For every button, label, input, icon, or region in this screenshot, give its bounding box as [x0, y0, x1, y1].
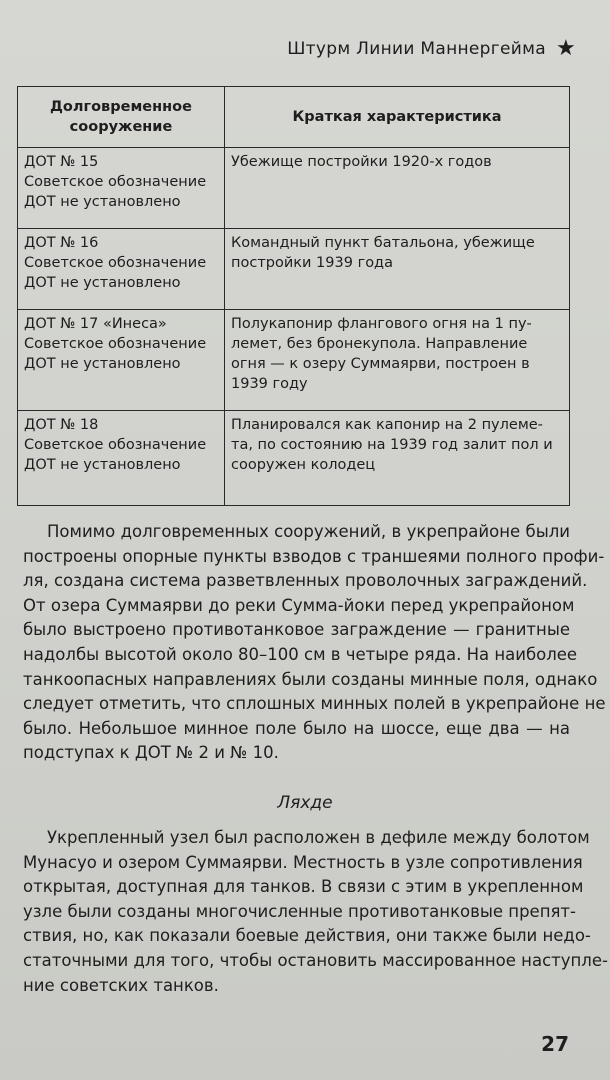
structure-designation-value: ДОТ не установлено [24, 457, 181, 473]
description-line: постройки 1939 года [231, 255, 393, 271]
paragraph-line: Помимо долговременных сооружений, в укрепрайоне были [47, 522, 570, 541]
paragraph-line: Укрепленный узел был расположен в дефиле между болотом [47, 828, 590, 847]
running-header-title: Штурм Линии Маннергейма [287, 39, 546, 59]
running-header [287, 38, 576, 60]
description-cell [225, 229, 570, 310]
description-line: Полукапонир флангового огня на 1 пу- [231, 316, 532, 332]
structure-cell [18, 229, 225, 310]
paragraph-line: ние советских танков. [23, 975, 219, 995]
paragraph-line: следует отметить, что сплошных минных полей в укрепрайоне не [23, 694, 606, 714]
table-row [18, 310, 570, 411]
paragraph-line: От озера Суммаярви до реки Сумма-йоки перед укрепрайоном [23, 595, 575, 615]
paragraph-line: танкоопасных направлениях были созданы минные поля, однако [23, 669, 598, 689]
section-subheading: Ляхде [277, 793, 333, 813]
structure-name: ДОТ № 15 [24, 154, 99, 170]
structure-designation-label: Советское обозначение [24, 255, 207, 271]
description-line: Убежище постройки 1920-х годов [231, 154, 492, 170]
description-cell [225, 310, 570, 411]
structure-cell [18, 310, 225, 411]
description-line: лемет, без бронекупола. Направление [231, 336, 528, 352]
page-number: 27 [541, 1032, 569, 1056]
table-header-row [18, 87, 570, 148]
paragraph-line: статочными для того, чтобы остановить массированное наступле- [23, 950, 608, 970]
description-line: Планировался как капонир на 2 пулеме- [231, 417, 543, 433]
structure-designation-label: Советское обозначение [24, 336, 207, 352]
structure-cell [18, 411, 225, 506]
body-paragraph-2 [23, 826, 608, 998]
structure-cell [18, 148, 225, 229]
description-cell [225, 411, 570, 506]
structure-name: ДОТ № 17 «Инеса» [24, 316, 167, 332]
structure-name: ДОТ № 16 [24, 235, 99, 251]
description-line: огня — к озеру Суммаярви, построен в [231, 356, 530, 372]
paragraph-line: надолбы высотой около 80–100 см в четыре ряда. На наиболее [23, 644, 578, 664]
table-row [18, 148, 570, 229]
fortifications-table [17, 86, 570, 506]
structure-designation-value: ДОТ не установлено [24, 356, 181, 372]
structure-designation-label: Советское обозначение [24, 174, 207, 190]
paragraph-line: было. Небольшое минное поле было на шоссе, еще два — на [23, 718, 570, 738]
description-line: сооружен колодец [231, 457, 376, 473]
paragraph-line: открытая, доступная для танков. В связи с этим в укрепленном [23, 877, 584, 897]
header-description: Краткая характеристика [225, 87, 570, 148]
paragraph-line: Мунасуо и озером Суммаярви. Местность в узле сопротивления [23, 852, 583, 872]
paragraph-line: ля, создана система разветвленных проволочных заграждений. [23, 571, 588, 591]
star-icon: ★ [555, 36, 576, 61]
structure-designation-value: ДОТ не установлено [24, 275, 181, 291]
description-line: та, по состоянию на 1939 год залит пол и [231, 437, 553, 453]
table-row [18, 411, 570, 506]
structure-designation-label: Советское обозначение [24, 437, 207, 453]
paragraph-line: построены опорные пункты взводов с траншеями полного профи- [23, 546, 605, 566]
structure-name: ДОТ № 18 [24, 417, 99, 433]
structure-designation-value: ДОТ не установлено [24, 194, 181, 210]
paragraph-line: узле были созданы многочисленные противотанковые препят- [23, 901, 576, 921]
header-structure: Долговременное сооружение [18, 87, 225, 148]
description-line: 1939 году [231, 376, 308, 392]
paragraph-line: подступах к ДОТ № 2 и № 10. [23, 743, 279, 763]
description-cell [225, 148, 570, 229]
description-line: Командный пункт батальона, убежище [231, 235, 535, 251]
paragraph-line: было выстроено противотанковое заграждение — гранитные [23, 620, 570, 640]
body-paragraph-1 [23, 520, 606, 766]
paragraph-line: ствия, но, как показали боевые действия, они также были недо- [23, 926, 591, 946]
table-row [18, 229, 570, 310]
